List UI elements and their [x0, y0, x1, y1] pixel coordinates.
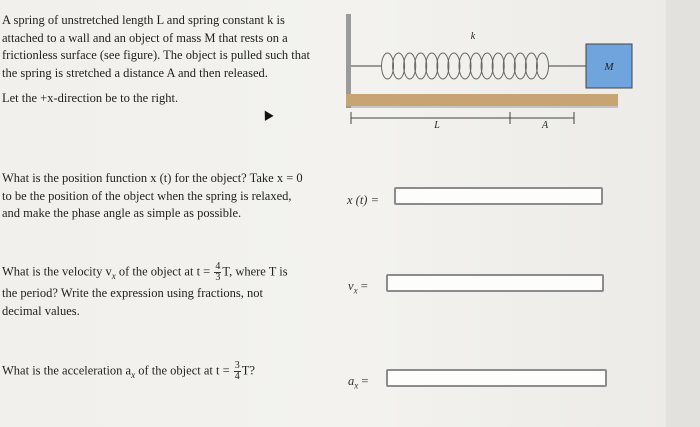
- q1-line-3: and make the phase angle as simple as possible.: [2, 206, 242, 220]
- spring-coils: [382, 53, 549, 79]
- spring-coil: [437, 53, 449, 79]
- spring-coil: [503, 53, 515, 79]
- acceleration-label-symbol: a: [348, 374, 355, 388]
- q2-frac-den: 3: [215, 272, 221, 283]
- direction-note: Let the +x-direction be to the right.: [2, 91, 179, 105]
- stretch-label: A: [541, 120, 549, 131]
- q1-line-1: What is the position function x (t) for the object? Take x = 0: [2, 171, 303, 185]
- q2-mid: of the object at t =: [115, 264, 214, 279]
- q3-post: T?: [241, 363, 255, 378]
- question-velocity: [2, 262, 317, 320]
- intro-line-2: attached to a wall and an object of mass M that rests on a: [2, 30, 288, 45]
- q2-line-1: [2, 262, 317, 285]
- q3-fraction: [234, 361, 241, 382]
- acceleration-answer-label: [348, 374, 368, 391]
- q3-frac-den: 4: [234, 371, 240, 382]
- spring-coil: [382, 53, 394, 79]
- spring-coil: [393, 53, 405, 79]
- spring-coil: [404, 53, 416, 79]
- spring-coil: [537, 53, 549, 79]
- q1-line-2: to be the position of the object when the spring is relaxed,: [2, 188, 292, 203]
- spring-constant-label: k: [470, 31, 476, 42]
- question-acceleration: [2, 361, 332, 384]
- question-position: [2, 170, 322, 223]
- acceleration-label-sub: x: [354, 380, 359, 391]
- velocity-answer-input[interactable]: [386, 274, 604, 292]
- acceleration-answer-input[interactable]: [386, 369, 607, 387]
- q3-sub: x: [131, 369, 136, 380]
- q2-fraction: [214, 262, 221, 283]
- velocity-answer-label: [348, 279, 368, 296]
- spring-coil: [459, 53, 471, 79]
- spring-mass-figure: [340, 14, 640, 132]
- velocity-label-sub: x: [353, 285, 358, 296]
- intro-line-1: A spring of unstretched length L and spring constant k is: [2, 13, 285, 27]
- q2-post: T, where T is: [222, 264, 288, 279]
- spring-coil: [470, 53, 482, 79]
- acceleration-label-eq: =: [358, 374, 369, 388]
- q2-line-3: decimal values.: [2, 303, 80, 318]
- floor-surface: [346, 94, 618, 106]
- velocity-label-eq: =: [357, 279, 368, 293]
- spring-coil: [514, 53, 526, 79]
- length-label: L: [434, 120, 440, 131]
- spring-coil: [492, 53, 504, 79]
- q3-frac-num: 3: [234, 360, 240, 371]
- spring-coil: [481, 53, 493, 79]
- spring-coil: [415, 53, 427, 79]
- q3-pre: What is the acceleration a: [2, 363, 132, 378]
- q2-line-2: the period? Write the expression using fractions, not: [2, 286, 264, 301]
- problem-intro: [2, 12, 332, 108]
- background-edge: [666, 0, 700, 427]
- wall: [346, 14, 351, 108]
- q2-frac-num: 4: [215, 261, 221, 272]
- q2-sub: x: [111, 270, 116, 281]
- velocity-label-symbol: v: [348, 279, 354, 293]
- q2-pre: What is the velocity v: [2, 264, 112, 279]
- spring-coil: [426, 53, 438, 79]
- mass-label: M: [604, 61, 614, 73]
- spring-coil: [525, 53, 537, 79]
- spring-coil: [448, 53, 460, 79]
- intro-line-4: the spring is stretched a distance A and then released.: [2, 65, 268, 80]
- q3-mid: of the object at t =: [135, 363, 233, 378]
- intro-line-3: frictionless surface (see figure). The object is pulled such that: [2, 48, 310, 62]
- position-answer-label: x (t) =: [347, 193, 380, 207]
- position-answer-input[interactable]: [394, 187, 603, 205]
